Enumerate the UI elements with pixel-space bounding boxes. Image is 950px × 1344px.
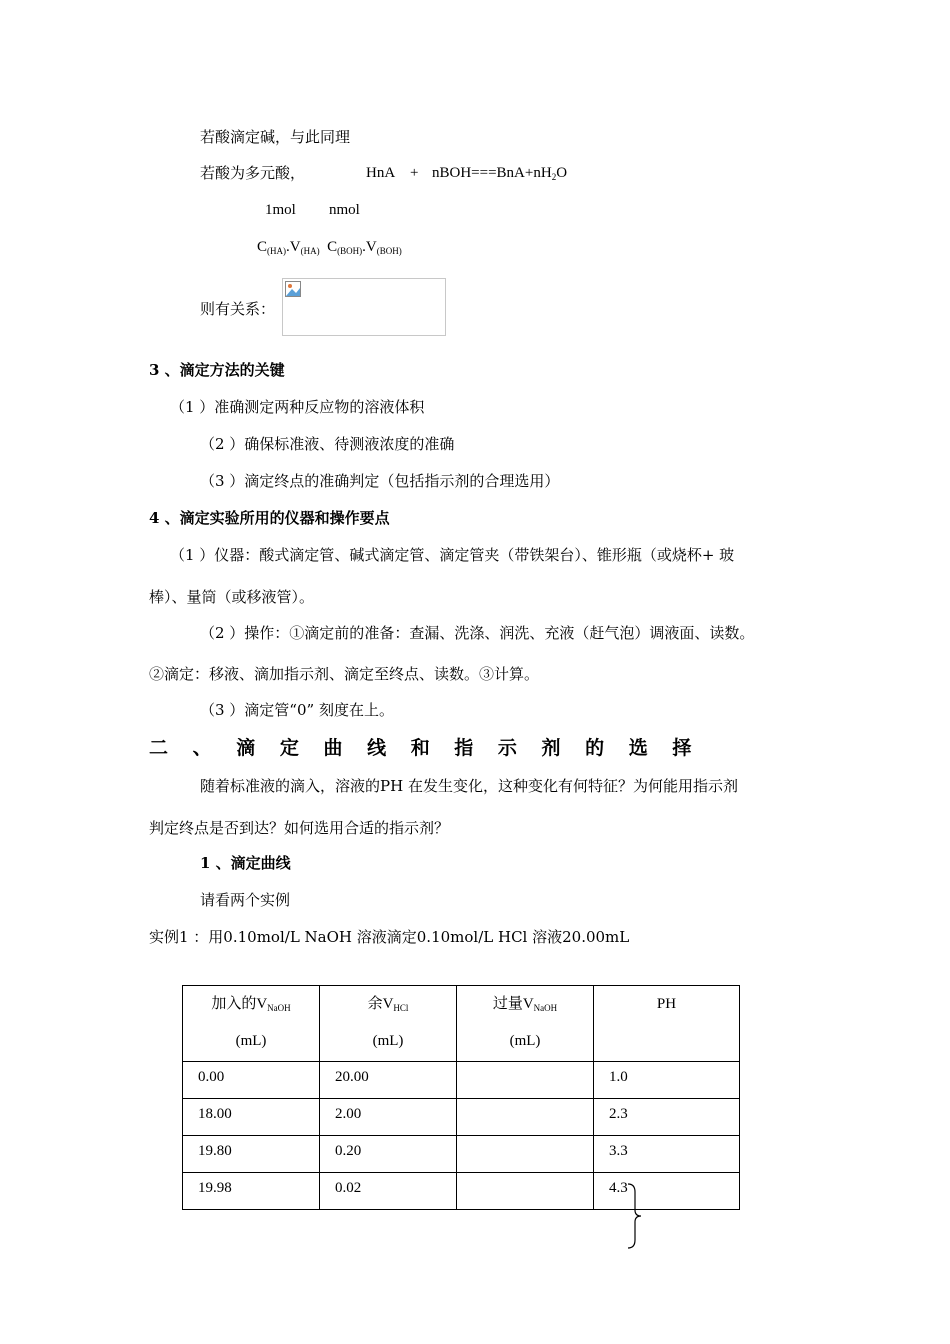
- table-cell: 1.0: [594, 1062, 740, 1099]
- table-cell: 19.80: [183, 1136, 320, 1173]
- titration-table: [182, 985, 740, 1210]
- section3-item3: （3 ）滴定终点的准确判定（包括指示剂的合理选用）: [200, 472, 560, 490]
- section4-item2-line2: ②滴定：移液、滴加指示剂、滴定至终点、读数。③计算。: [149, 665, 540, 683]
- table-row: [183, 1099, 740, 1136]
- part2-intro-line1: 随着标准液的滴入，溶液的PH 在发生变化，这种变化有何特征？为何能用指示剂: [200, 777, 738, 795]
- table-cell: 19.98: [183, 1173, 320, 1210]
- section4-title: 4 、滴定实验所用的仪器和操作要点: [149, 509, 390, 527]
- table-cell: 0.02: [320, 1173, 457, 1210]
- example1-description: 实例1 ：用0.10mol/L NaOH 溶液滴定0.10mol/L HCl 溶液20.00mL: [149, 928, 630, 946]
- table-cell: 20.00: [320, 1062, 457, 1099]
- table-cell: 3.3: [594, 1136, 740, 1173]
- part2-subtitle: 1 、滴定曲线: [200, 854, 291, 872]
- text-1mol: 1mol: [265, 202, 296, 218]
- table-cell: 18.00: [183, 1099, 320, 1136]
- part2-intro-line2: 判定终点是否到达？如何选用合适的指示剂？: [149, 819, 450, 837]
- table-cell: [457, 1099, 594, 1136]
- text-relation: 则有关系：: [200, 300, 276, 318]
- table-header-row: [183, 986, 740, 1062]
- header-remaining-hcl: 余$V_{HCl}$ (mL): [320, 986, 457, 1062]
- section4-item2-line1: （2 ）操作：①滴定前的准备：查漏、洗涤、润洗、充液（赶气泡）调液面、读数。: [200, 624, 755, 642]
- curly-brace-mark: [620, 1180, 650, 1252]
- table-row: [183, 1173, 740, 1210]
- text-acid-titrate-base: 若酸滴定碱，与此同理: [200, 128, 351, 146]
- section4-item1-line1: （1 ）仪器：酸式滴定管、碱式滴定管、滴定管夹（带铁架台）、锥形瓶（或烧杯+ 玻: [170, 546, 735, 564]
- table-cell: 2.00: [320, 1099, 457, 1136]
- table-cell: [457, 1136, 594, 1173]
- part2-heading: 二 、 滴 定 曲 线 和 指 示 剂 的 选 择: [149, 737, 701, 759]
- table-cell: [457, 1062, 594, 1099]
- section4-item3: （3 ）滴定管“0” 刻度在上。: [200, 701, 394, 719]
- table-row: [183, 1136, 740, 1173]
- table-cell: 0.20: [320, 1136, 457, 1173]
- section4-item1-line2: 棒）、量筒（或移液管）。: [149, 588, 315, 606]
- broken-image-icon: [285, 281, 301, 297]
- formula-image-placeholder: [282, 278, 446, 336]
- table-row: [183, 1062, 740, 1099]
- equation-plus: +: [410, 165, 419, 181]
- text-nmol: nmol: [329, 202, 360, 218]
- text-concentration-volume: $C_{(HA)}.V_{(HA)}$ $C_{(BOH)}.V_{(BOH)}$: [257, 239, 402, 256]
- section3-title: 3 、滴定方法的关键: [149, 361, 285, 379]
- header-ph: PH: [594, 986, 740, 1062]
- table-cell: 2.3: [594, 1099, 740, 1136]
- text-polyprotic-label: 若酸为多元酸，: [200, 164, 306, 182]
- section3-item1: （1 ）准确测定两种反应物的溶液体积: [170, 398, 425, 416]
- part2-see-examples: 请看两个实例: [200, 891, 291, 909]
- equation-hna: HnA: [366, 165, 396, 181]
- table-cell: [457, 1173, 594, 1210]
- header-excess-naoh: 过量$V_{NaOH}$ (mL): [457, 986, 594, 1062]
- table-cell: 0.00: [183, 1062, 320, 1099]
- equation-right: $nBOH===BnA+nH_2O$: [432, 165, 568, 182]
- header-added-naoh: 加入的$V_{NaOH}$ (mL): [183, 986, 320, 1062]
- table-cell: 4.3: [594, 1173, 740, 1210]
- section3-item2: （2 ）确保标准液、待测液浓度的准确: [200, 435, 455, 453]
